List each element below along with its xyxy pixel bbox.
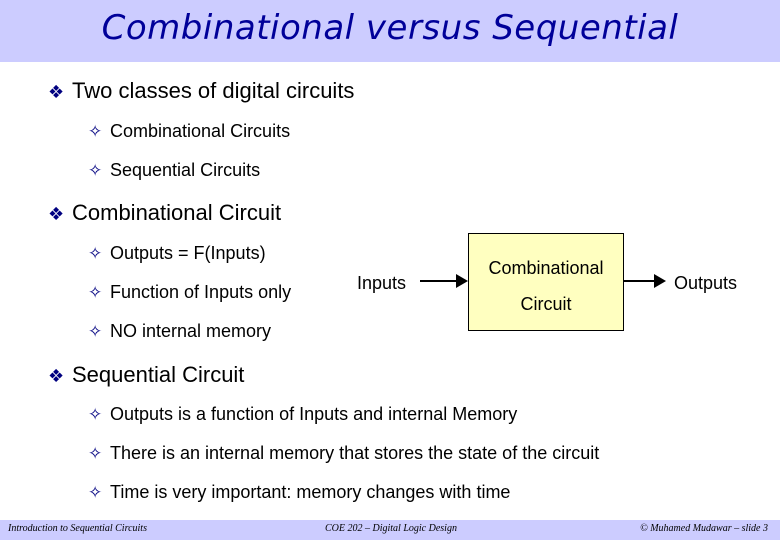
sub-bullet-text: Outputs is a function of Inputs and internal Memory xyxy=(110,404,518,424)
bullet-sequential-circuit xyxy=(48,362,244,388)
sub-bullet-text: Function of Inputs only xyxy=(110,282,292,302)
diamond-bullet-icon: ❖ xyxy=(48,366,65,386)
diagram-outputs-label: Outputs xyxy=(674,273,738,293)
diamond-bullet-icon: ❖ xyxy=(48,82,65,102)
bullet-text: Combinational Circuit xyxy=(72,200,282,225)
star-bullet-icon: ✧ xyxy=(88,444,103,463)
box-line-1: Combinational xyxy=(488,258,604,278)
sub-bullet-time-important xyxy=(88,482,510,503)
footer-right: © Muhamed Mudawar – slide 3 xyxy=(640,523,768,534)
combinational-circuit-box xyxy=(468,233,624,331)
sub-bullet-outputs-memory xyxy=(88,404,517,425)
bullet-text: Sequential Circuit xyxy=(72,362,245,387)
sub-bullet-internal-memory-state xyxy=(88,443,599,464)
box-line-2: Circuit xyxy=(520,294,572,314)
star-bullet-icon: ✧ xyxy=(88,483,103,502)
footer-center: COE 202 – Digital Logic Design xyxy=(325,523,457,534)
sub-bullet-text: Outputs = F(Inputs) xyxy=(110,243,266,263)
diagram-inputs-label: Inputs xyxy=(357,273,407,293)
star-bullet-icon: ✧ xyxy=(88,283,103,302)
diamond-bullet-icon: ❖ xyxy=(48,204,65,224)
star-bullet-icon: ✧ xyxy=(88,405,103,424)
star-bullet-icon: ✧ xyxy=(88,322,103,341)
slide-title: Combinational versus Sequential xyxy=(101,8,679,48)
sub-bullet-text: Combinational Circuits xyxy=(110,121,291,141)
bullet-text: Two classes of digital circuits xyxy=(72,78,355,103)
sub-bullet-text: NO internal memory xyxy=(110,321,272,341)
sub-bullet-text: Sequential Circuits xyxy=(110,160,261,180)
sub-bullet-text: There is an internal memory that stores the state of the circuit xyxy=(110,443,600,463)
input-arrowhead-icon xyxy=(456,274,468,288)
sub-bullet-text: Time is very important: memory changes with time xyxy=(110,482,511,502)
star-bullet-icon: ✧ xyxy=(88,122,103,141)
footer-left: Introduction to Sequential Circuits xyxy=(8,523,147,534)
star-bullet-icon: ✧ xyxy=(88,161,103,180)
output-arrowhead-icon xyxy=(654,274,666,288)
star-bullet-icon: ✧ xyxy=(88,244,103,263)
